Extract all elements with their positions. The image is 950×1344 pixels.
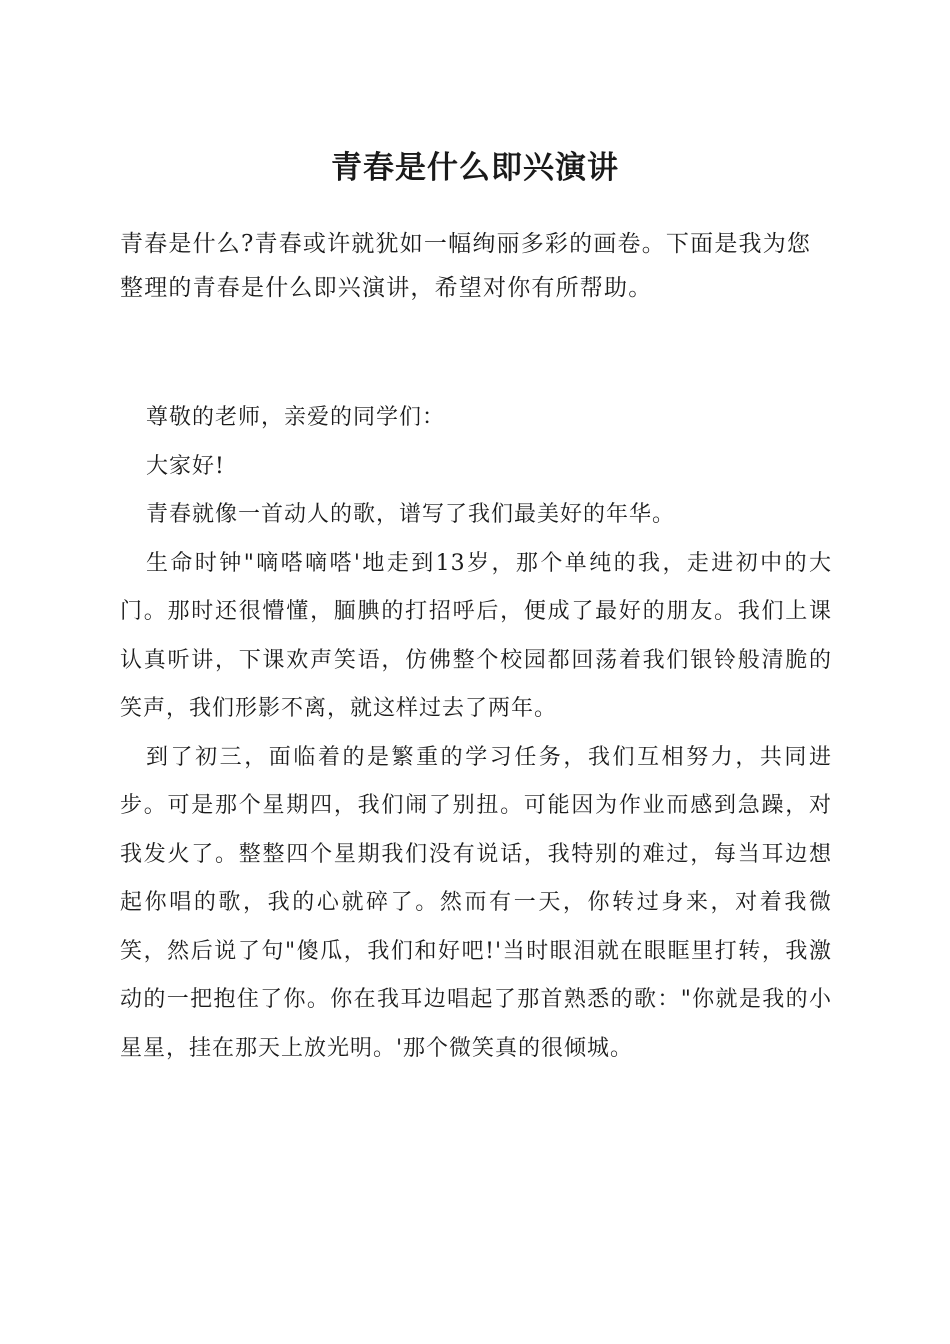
body-paragraph: 青春就像一首动人的歌，谱写了我们最美好的年华。	[146, 502, 676, 527]
intro-paragraph: 青春是什么?青春或许就犹如一幅绚丽多彩的画卷。下面是我为您整理的青春是什么即兴演讲，希望对你有所帮助。	[120, 231, 812, 301]
greeting: 大家好!	[146, 453, 225, 479]
speech-body	[120, 394, 832, 1073]
document-title: 青春是什么即兴演讲	[331, 150, 619, 186]
body-paragraph: 到了初三，面临着的是繁重的学习任务，我们互相努力，共同进步。可是那个星期四，我们闹了别扭。可能因为作业而感到急躁，对我发火了。整整四个星期我们没有说话，我特别的难过，每当耳边想起你唱的歌，我的心就碎了。然而有一天，你转过身来，对着我微笑，然后说了句"傻瓜，我们和好吧!'当时眼泪就在眼眶里打转，我激动的一把抱住了你。你在我耳边唱起了那首熟悉的歌："你就是我的小星星，挂在那天上放光明。'那个微笑真的很倾城。	[120, 744, 832, 1061]
body-paragraph: 生命时钟"嘀嗒嘀嗒'地走到13岁，那个单纯的我，走进初中的大门。那时还很懵懂，腼腆的打招呼后，便成了最好的朋友。我们上课认真听讲，下课欢声笑语，仿佛整个校园都回荡着我们银铃般清脆的笑声，我们形影不离，就这样过去了两年。	[120, 550, 832, 721]
salutation: 尊敬的老师，亲爱的同学们：	[146, 405, 446, 430]
